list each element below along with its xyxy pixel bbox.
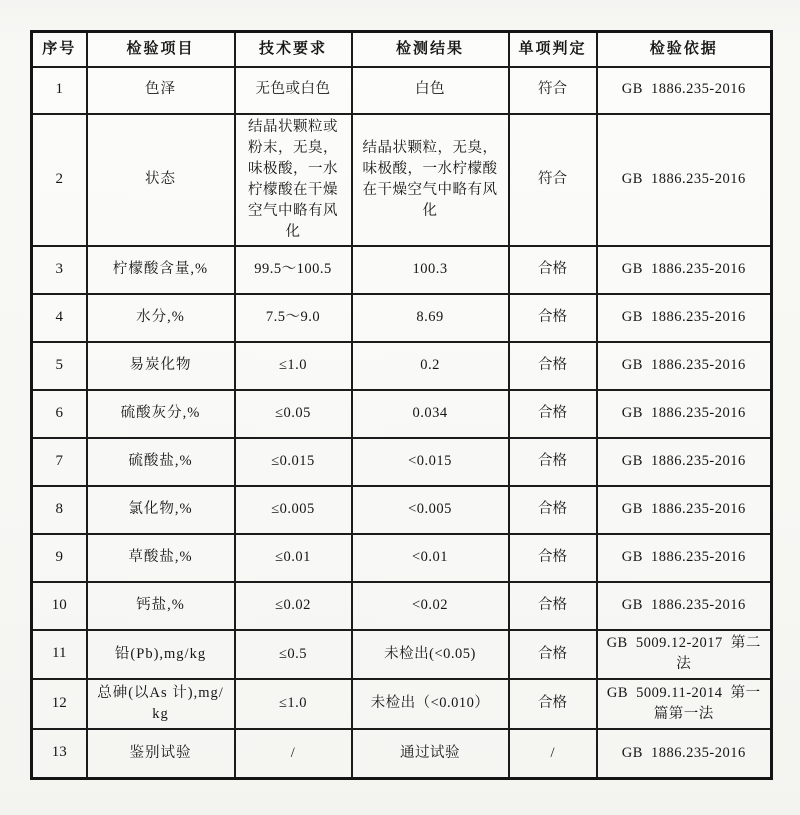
cell-serial: 7 <box>32 438 87 486</box>
cell-serial: 6 <box>32 390 87 438</box>
cell-judgment: 合格 <box>509 486 597 534</box>
cell-basis: GB 1886.235-2016 <box>597 534 772 582</box>
cell-judgment: 合格 <box>509 679 597 729</box>
col-header-item: 检验项目 <box>87 32 235 67</box>
cell-serial: 4 <box>32 294 87 342</box>
cell-result: 未检出（<0.010） <box>352 679 509 729</box>
cell-item: 易炭化物 <box>87 342 235 390</box>
cell-result: 通过试验 <box>352 729 509 779</box>
cell-item: 氯化物,% <box>87 486 235 534</box>
table-row <box>32 114 772 246</box>
cell-item: 水分,% <box>87 294 235 342</box>
cell-item: 硫酸盐,% <box>87 438 235 486</box>
cell-requirement: ≤0.01 <box>235 534 352 582</box>
col-header-basis: 检验依据 <box>597 32 772 67</box>
table-row <box>32 679 772 729</box>
cell-requirement: ≤0.5 <box>235 630 352 679</box>
cell-judgment: 合格 <box>509 534 597 582</box>
cell-basis: GB 1886.235-2016 <box>597 246 772 294</box>
cell-judgment: 合格 <box>509 342 597 390</box>
table-row <box>32 630 772 679</box>
cell-serial: 9 <box>32 534 87 582</box>
col-header-serial: 序号 <box>32 32 87 67</box>
cell-requirement: / <box>235 729 352 779</box>
cell-basis: GB 1886.235-2016 <box>597 342 772 390</box>
cell-basis: GB 5009.12-2017 第二法 <box>597 630 772 679</box>
cell-result: 100.3 <box>352 246 509 294</box>
cell-result: 结晶状颗粒，无臭，味极酸，一水柠檬酸在干燥空气中略有风化 <box>352 114 509 246</box>
cell-serial: 8 <box>32 486 87 534</box>
cell-serial: 10 <box>32 582 87 630</box>
cell-basis: GB 1886.235-2016 <box>597 114 772 246</box>
cell-requirement: ≤0.015 <box>235 438 352 486</box>
cell-requirement: ≤0.005 <box>235 486 352 534</box>
cell-serial: 1 <box>32 67 87 114</box>
cell-item: 草酸盐,% <box>87 534 235 582</box>
cell-judgment: 合格 <box>509 630 597 679</box>
cell-requirement: 无色或白色 <box>235 67 352 114</box>
table-header-row <box>32 32 772 67</box>
cell-basis: GB 1886.235-2016 <box>597 390 772 438</box>
cell-requirement: ≤1.0 <box>235 679 352 729</box>
cell-judgment: / <box>509 729 597 779</box>
cell-result: 白色 <box>352 67 509 114</box>
cell-item: 总砷(以As 计),mg/kg <box>87 679 235 729</box>
cell-item: 色泽 <box>87 67 235 114</box>
inspection-results-table <box>30 30 773 780</box>
table-row <box>32 582 772 630</box>
cell-basis: GB 5009.11-2014 第一篇第一法 <box>597 679 772 729</box>
cell-result: <0.015 <box>352 438 509 486</box>
cell-serial: 12 <box>32 679 87 729</box>
cell-requirement: 7.5～9.0 <box>235 294 352 342</box>
cell-judgment: 合格 <box>509 294 597 342</box>
cell-result: 未检出(<0.05) <box>352 630 509 679</box>
cell-item: 硫酸灰分,% <box>87 390 235 438</box>
cell-basis: GB 1886.235-2016 <box>597 67 772 114</box>
col-header-judgment: 单项判定 <box>509 32 597 67</box>
cell-judgment: 合格 <box>509 390 597 438</box>
cell-requirement: ≤0.02 <box>235 582 352 630</box>
cell-result: <0.005 <box>352 486 509 534</box>
table-row <box>32 294 772 342</box>
table-row <box>32 246 772 294</box>
cell-serial: 5 <box>32 342 87 390</box>
cell-serial: 2 <box>32 114 87 246</box>
cell-judgment: 合格 <box>509 438 597 486</box>
cell-result: <0.02 <box>352 582 509 630</box>
cell-item: 状态 <box>87 114 235 246</box>
cell-judgment: 合格 <box>509 582 597 630</box>
cell-result: <0.01 <box>352 534 509 582</box>
cell-basis: GB 1886.235-2016 <box>597 438 772 486</box>
cell-judgment: 合格 <box>509 246 597 294</box>
cell-item: 铅(Pb),mg/kg <box>87 630 235 679</box>
table-row <box>32 390 772 438</box>
cell-serial: 11 <box>32 630 87 679</box>
table-row <box>32 729 772 779</box>
cell-requirement: ≤0.05 <box>235 390 352 438</box>
cell-serial: 3 <box>32 246 87 294</box>
cell-requirement: ≤1.0 <box>235 342 352 390</box>
table-row <box>32 534 772 582</box>
cell-serial: 13 <box>32 729 87 779</box>
col-header-result: 检测结果 <box>352 32 509 67</box>
cell-result: 0.034 <box>352 390 509 438</box>
cell-item: 鉴别试验 <box>87 729 235 779</box>
table-row <box>32 67 772 114</box>
cell-judgment: 符合 <box>509 114 597 246</box>
table-row <box>32 486 772 534</box>
cell-item: 柠檬酸含量,% <box>87 246 235 294</box>
cell-item: 钙盐,% <box>87 582 235 630</box>
cell-basis: GB 1886.235-2016 <box>597 729 772 779</box>
cell-result: 0.2 <box>352 342 509 390</box>
cell-requirement: 99.5～100.5 <box>235 246 352 294</box>
cell-requirement: 结晶状颗粒或粉末，无臭，味极酸，一水柠檬酸在干燥空气中略有风化 <box>235 114 352 246</box>
table-row <box>32 438 772 486</box>
col-header-requirement: 技术要求 <box>235 32 352 67</box>
cell-basis: GB 1886.235-2016 <box>597 294 772 342</box>
table-row <box>32 342 772 390</box>
cell-basis: GB 1886.235-2016 <box>597 486 772 534</box>
cell-result: 8.69 <box>352 294 509 342</box>
cell-judgment: 符合 <box>509 67 597 114</box>
cell-basis: GB 1886.235-2016 <box>597 582 772 630</box>
